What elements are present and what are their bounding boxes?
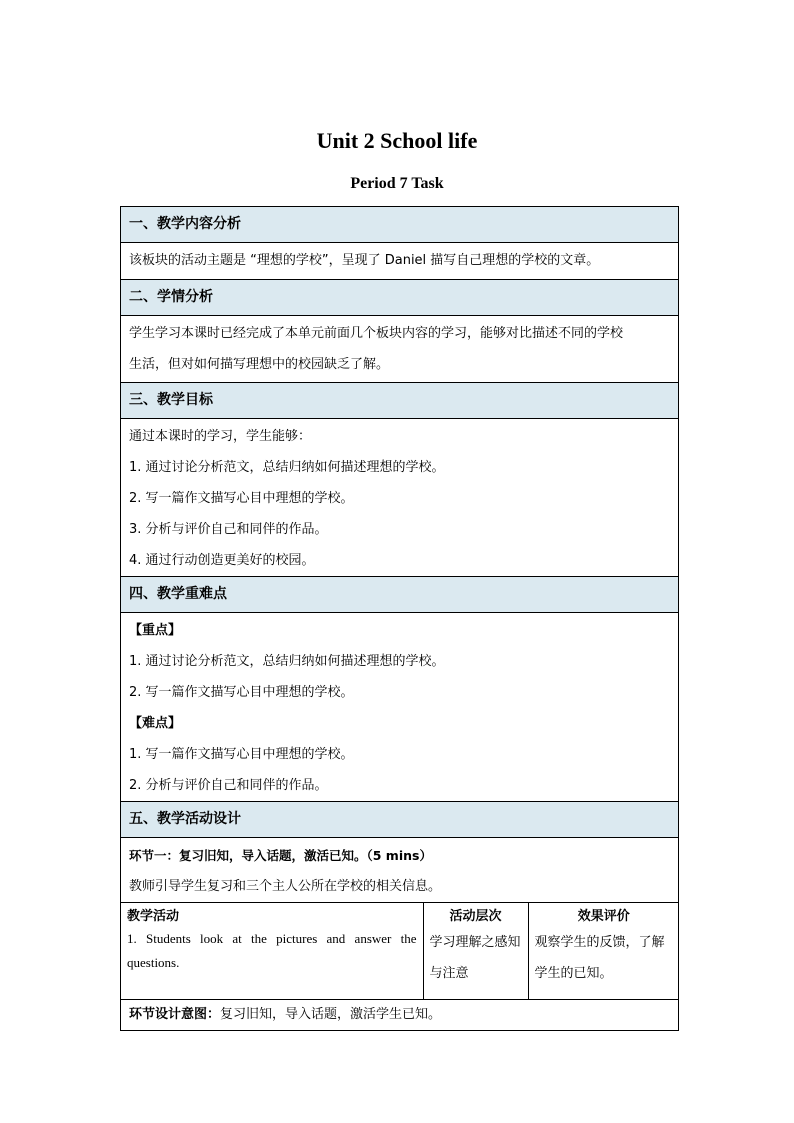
key-points-label: 【重点】 xyxy=(129,623,182,638)
lesson-plan-table xyxy=(120,206,679,1031)
level-column xyxy=(423,903,528,999)
objective-item: 3. 分析与评价自己和同伴的作品。 xyxy=(129,522,328,537)
evaluation-column xyxy=(528,903,679,999)
key-point-item: 2. 写一篇作文描写心目中理想的学校。 xyxy=(129,685,354,700)
difficult-points-label: 【难点】 xyxy=(129,716,182,731)
design-intent-label: 环节设计意图： xyxy=(129,1007,221,1022)
content-analysis-text: 该板块的活动主题是 “理想的学校”，呈现了 Daniel 描写自己理想的学校的文章。 xyxy=(121,243,679,280)
section-header-content-analysis: 一、教学内容分析 xyxy=(121,207,679,243)
evaluation-column-header: 效果评价 xyxy=(577,909,630,924)
key-point-item: 1. 通过讨论分析范文，总结归纳如何描述理想的学校。 xyxy=(129,654,445,669)
section-header-activity-design: 五、教学活动设计 xyxy=(121,802,679,838)
section-header-key-difficult: 四、教学重难点 xyxy=(121,577,679,613)
evaluation-text: 观察学生的反馈，了解学生的已知。 xyxy=(534,935,665,981)
section-header-learner-analysis: 二、学情分析 xyxy=(121,280,679,316)
key-difficult-text xyxy=(121,613,679,802)
document-subtitle: Period 7 Task xyxy=(350,175,444,192)
learner-analysis-text xyxy=(121,316,679,383)
step1-description: 教师引导学生复习和三个主人公所在学校的相关信息。 xyxy=(129,879,442,894)
level-column-header: 活动层次 xyxy=(449,909,502,924)
activity-text: 1. Students look at the pictures and answer the questions. xyxy=(127,931,417,970)
objective-item: 1. 通过讨论分析范文，总结归纳如何描述理想的学校。 xyxy=(129,460,445,475)
activity-grid-cell xyxy=(121,903,679,1000)
activity-grid xyxy=(121,903,679,999)
activity-column-header: 教学活动 xyxy=(127,909,180,924)
design-intent-text: 复习旧知，导入话题，激活学生已知。 xyxy=(220,1007,442,1022)
objective-item: 4. 通过行动创造更美好的校园。 xyxy=(129,553,315,568)
level-text: 学习理解之感知与注意 xyxy=(429,935,521,981)
learner-analysis-line: 学生学习本课时已经完成了本单元前面几个板块内容的学习，能够对比描述不同的学校 xyxy=(129,326,624,341)
step1-title: 环节一：复习旧知，导入话题，激活已知。（5 mins） xyxy=(129,848,432,863)
learner-analysis-line: 生活，但对如何描写理想中的校园缺乏了解。 xyxy=(129,357,390,372)
difficult-point-item: 1. 写一篇作文描写心目中理想的学校。 xyxy=(129,747,354,762)
activity-column xyxy=(121,903,423,999)
objectives-intro: 通过本课时的学习，学生能够： xyxy=(129,429,312,444)
objectives-text xyxy=(121,419,679,577)
difficult-point-item: 2. 分析与评价自己和同伴的作品。 xyxy=(129,778,328,793)
document-title: Unit 2 School life xyxy=(316,128,478,153)
design-intent-row xyxy=(121,1000,679,1031)
section-header-objectives: 三、教学目标 xyxy=(121,383,679,419)
step1-block xyxy=(121,838,679,903)
objective-item: 2. 写一篇作文描写心目中理想的学校。 xyxy=(129,491,354,506)
